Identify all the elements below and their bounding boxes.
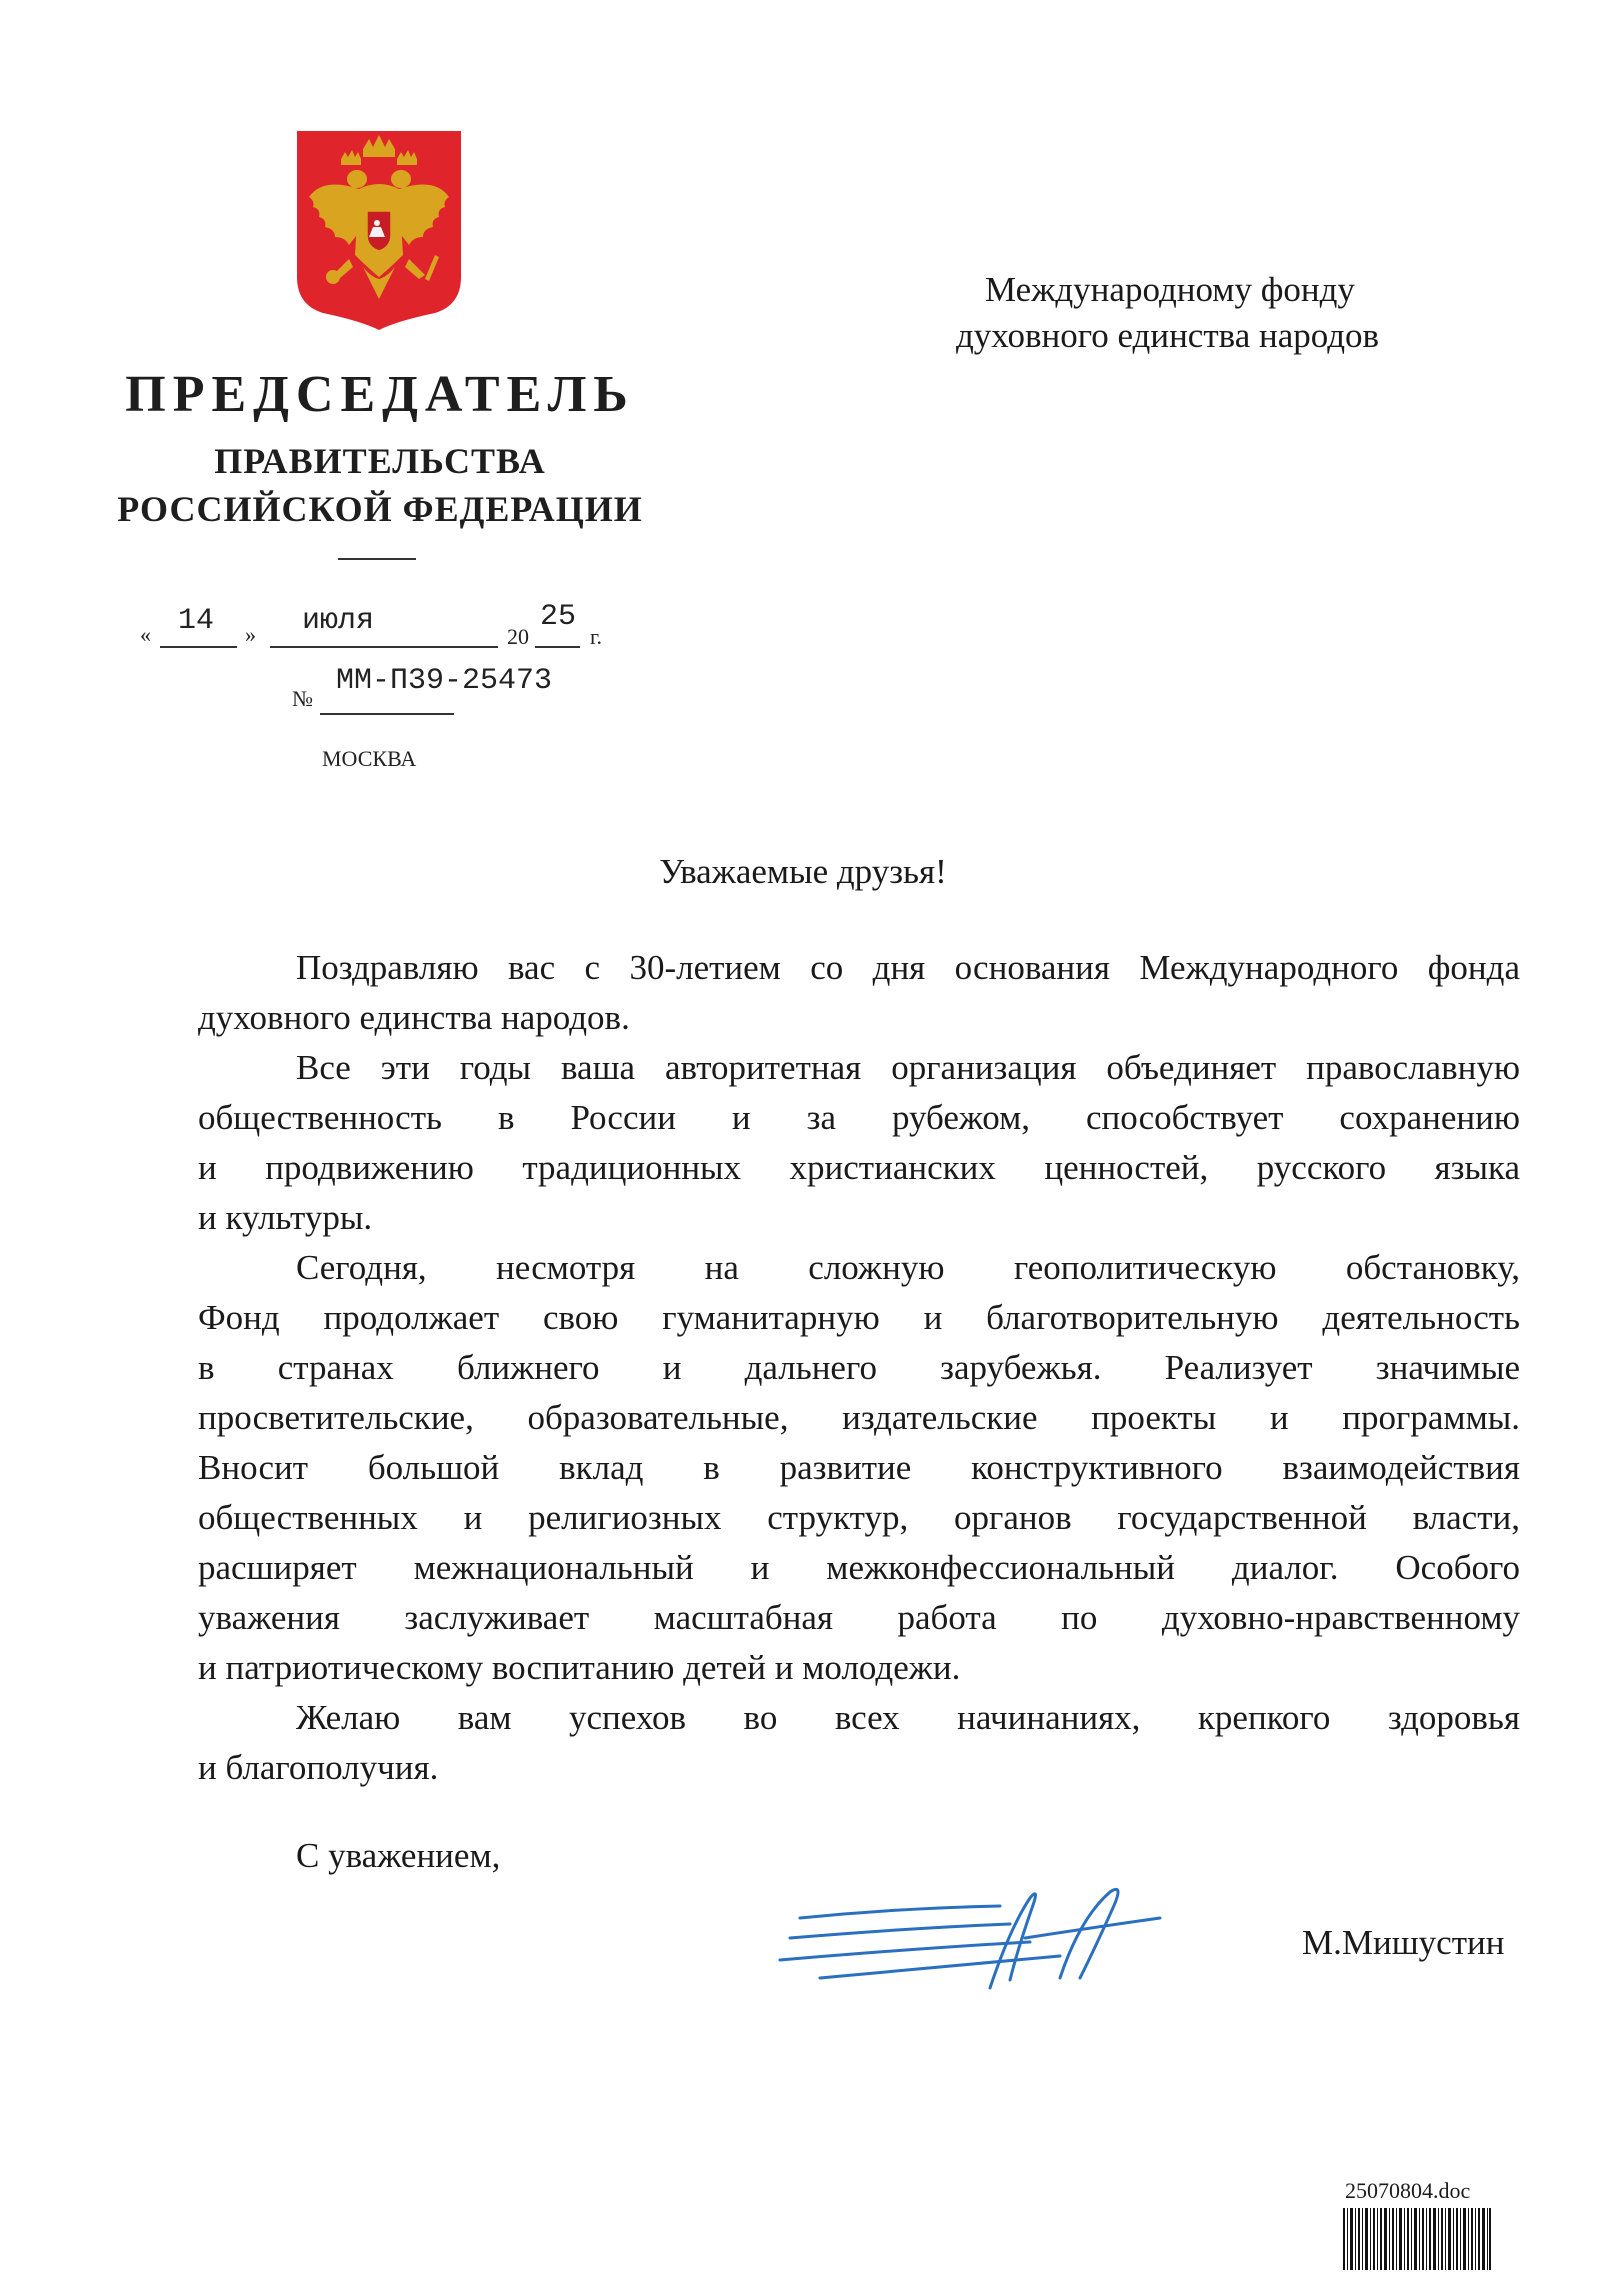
paragraph-4 bbox=[198, 1693, 1520, 1793]
closing: С уважением, bbox=[296, 1836, 501, 1875]
paragraph-line: Сегодня, несмотря на сложную геополитическую обстановку, bbox=[296, 1248, 1520, 1287]
paragraph-1 bbox=[198, 943, 1520, 1043]
number-underline bbox=[320, 713, 454, 715]
date-day-underline bbox=[160, 646, 237, 648]
issuer-line-3: РОССИЙСКОЙ ФЕДЕРАЦИИ bbox=[117, 489, 643, 529]
date-close-quote: » bbox=[245, 622, 256, 647]
document-code: 25070804.doc bbox=[1345, 2178, 1471, 2203]
date-year-unit: г. bbox=[590, 624, 603, 649]
paragraph-line: уважения заслуживает масштабная работа по духовно-нравственному bbox=[198, 1598, 1520, 1637]
recipient-line-2: духовного единства народов bbox=[956, 316, 1380, 355]
number-label: № bbox=[292, 686, 313, 711]
date-year-suffix: 25 bbox=[540, 600, 577, 634]
coat-of-arms-emblem bbox=[293, 127, 465, 332]
paragraph-line: и патриотическому воспитанию детей и молодежи. bbox=[198, 1648, 961, 1687]
date-year-underline bbox=[535, 646, 580, 648]
header-divider bbox=[338, 558, 416, 560]
city: МОСКВА bbox=[322, 746, 417, 771]
document-number: ММ-П39-25473 bbox=[336, 664, 553, 698]
issuer-line-2: ПРАВИТЕЛЬСТВА bbox=[214, 441, 546, 481]
paragraph-line: общественность в России и за рубежом, способствует сохранению bbox=[198, 1098, 1520, 1137]
paragraph-line: и продвижению традиционных христианских ценностей, русского языка bbox=[198, 1148, 1520, 1187]
paragraph-line: общественных и религиозных структур, органов государственной власти, bbox=[198, 1498, 1520, 1537]
paragraph-line: духовного единства народов. bbox=[198, 998, 630, 1037]
date-month: июля bbox=[302, 604, 375, 638]
paragraph-line: Фонд продолжает свою гуманитарную и благотворительную деятельность bbox=[198, 1298, 1520, 1337]
paragraph-line: Желаю вам успехов во всех начинаниях, крепкого здоровья bbox=[296, 1698, 1520, 1737]
handwritten-signature bbox=[760, 1868, 1180, 2008]
date-open-quote: « bbox=[140, 622, 151, 647]
paragraph-line: и благополучия. bbox=[198, 1748, 439, 1787]
paragraph-2 bbox=[198, 1043, 1520, 1243]
paragraph-line: Все эти годы ваша авторитетная организация объединяет православную bbox=[296, 1048, 1520, 1087]
issuer-title: ПРЕДСЕДАТЕЛЬ bbox=[125, 366, 635, 423]
date-day: 14 bbox=[178, 604, 215, 638]
paragraph-line: просветительские, образовательные, издательские проекты и программы. bbox=[198, 1398, 1520, 1437]
date-month-underline bbox=[270, 646, 498, 648]
paragraph-line: Поздравляю вас с 30-летием со дня основания Международного фонда bbox=[296, 948, 1520, 987]
barcode bbox=[1343, 2208, 1491, 2270]
paragraph-line: расширяет межнациональный и межконфессиональный диалог. Особого bbox=[198, 1548, 1520, 1587]
signer-name: М.Мишустин bbox=[1302, 1923, 1505, 1962]
paragraph-line: и культуры. bbox=[198, 1198, 373, 1237]
salutation: Уважаемые друзья! bbox=[659, 852, 947, 891]
paragraph-line: в странах ближнего и дальнего зарубежья. Реализует значимые bbox=[198, 1348, 1520, 1387]
recipient-line-1: Международному фонду bbox=[985, 270, 1355, 309]
date-year-prefix: 20 bbox=[507, 624, 529, 649]
paragraph-3 bbox=[198, 1243, 1520, 1693]
paragraph-line: Вносит большой вклад в развитие конструктивного взаимодействия bbox=[198, 1448, 1520, 1487]
